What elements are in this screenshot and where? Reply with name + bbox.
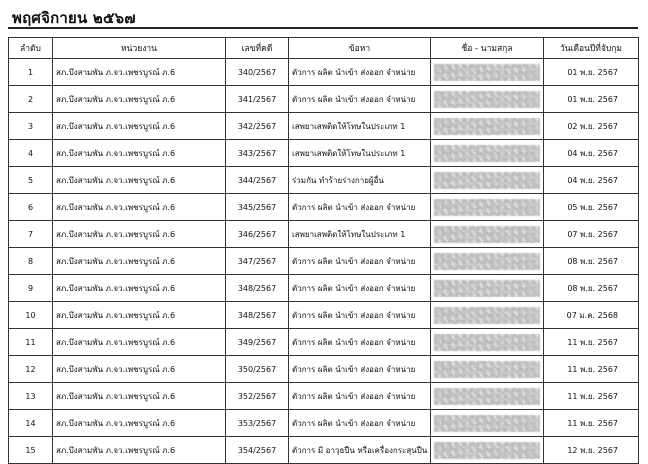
row-arrest-date: 11 พ.ย. 2567 [544, 383, 639, 410]
row-number: 15 [9, 437, 53, 464]
row-name-redacted [431, 383, 544, 410]
row-charge: เสพยาเสพติดให้โทษในประเภท 1 [289, 140, 431, 167]
row-case-number: 347/2567 [226, 248, 289, 275]
redaction-blur [434, 199, 540, 216]
title-divider [8, 27, 638, 29]
table-row [9, 113, 639, 140]
table-row [9, 356, 639, 383]
redaction-blur [434, 172, 540, 189]
row-unit: สภ.บึงสามพัน ภ.จว.เพชรบูรณ์ ภ.6 [53, 383, 226, 410]
row-number: 12 [9, 356, 53, 383]
row-name-redacted [431, 437, 544, 464]
row-charge: เสพยาเสพติดให้โทษในประเภท 1 [289, 221, 431, 248]
row-charge: ร่วมกัน ทำร้ายร่างกายผู้อื่น [289, 167, 431, 194]
row-name-redacted [431, 356, 544, 383]
header-charge: ข้อหา [289, 38, 431, 59]
row-charge: ตัวการ ผลิต นำเข้า ส่งออก จำหน่าย [289, 329, 431, 356]
row-charge: ตัวการ ผลิต นำเข้า ส่งออก จำหน่าย [289, 383, 431, 410]
table-row [9, 221, 639, 248]
row-arrest-date: 11 พ.ย. 2567 [544, 329, 639, 356]
row-number: 8 [9, 248, 53, 275]
redaction-blur [434, 388, 540, 405]
header-no: ลำดับ [9, 38, 53, 59]
row-number: 6 [9, 194, 53, 221]
row-charge: ตัวการ ผลิต นำเข้า ส่งออก จำหน่าย [289, 302, 431, 329]
row-case-number: 352/2567 [226, 383, 289, 410]
table-row [9, 167, 639, 194]
header-unit: หน่วยงาน [53, 38, 226, 59]
table-row [9, 437, 639, 464]
row-number: 11 [9, 329, 53, 356]
redaction-blur [434, 280, 540, 297]
row-case-number: 340/2567 [226, 59, 289, 86]
redaction-blur [434, 118, 540, 135]
row-arrest-date: 05 พ.ย. 2567 [544, 194, 639, 221]
arrest-records-table [8, 37, 639, 464]
redaction-blur [434, 226, 540, 243]
row-name-redacted [431, 275, 544, 302]
row-unit: สภ.บึงสามพัน ภ.จว.เพชรบูรณ์ ภ.6 [53, 437, 226, 464]
row-charge: ตัวการ ผลิต นำเข้า ส่งออก จำหน่าย [289, 194, 431, 221]
row-case-number: 354/2567 [226, 437, 289, 464]
redaction-blur [434, 307, 540, 324]
row-arrest-date: 01 พ.ย. 2567 [544, 59, 639, 86]
row-case-number: 349/2567 [226, 329, 289, 356]
row-number: 10 [9, 302, 53, 329]
row-number: 3 [9, 113, 53, 140]
redaction-blur [434, 442, 540, 459]
row-name-redacted [431, 302, 544, 329]
row-arrest-date: 11 พ.ย. 2567 [544, 410, 639, 437]
row-unit: สภ.บึงสามพัน ภ.จว.เพชรบูรณ์ ภ.6 [53, 140, 226, 167]
row-number: 13 [9, 383, 53, 410]
row-name-redacted [431, 59, 544, 86]
row-case-number: 353/2567 [226, 410, 289, 437]
row-arrest-date: 07 พ.ย. 2567 [544, 221, 639, 248]
row-number: 2 [9, 86, 53, 113]
table-row [9, 275, 639, 302]
redaction-blur [434, 415, 540, 432]
row-case-number: 350/2567 [226, 356, 289, 383]
row-unit: สภ.บึงสามพัน ภ.จว.เพชรบูรณ์ ภ.6 [53, 86, 226, 113]
row-unit: สภ.บึงสามพัน ภ.จว.เพชรบูรณ์ ภ.6 [53, 167, 226, 194]
row-number: 1 [9, 59, 53, 86]
table-row [9, 59, 639, 86]
row-arrest-date: 04 พ.ย. 2567 [544, 167, 639, 194]
redaction-blur [434, 145, 540, 162]
row-case-number: 345/2567 [226, 194, 289, 221]
redaction-blur [434, 253, 540, 270]
row-arrest-date: 02 พ.ย. 2567 [544, 113, 639, 140]
redaction-blur [434, 334, 540, 351]
row-unit: สภ.บึงสามพัน ภ.จว.เพชรบูรณ์ ภ.6 [53, 410, 226, 437]
row-name-redacted [431, 194, 544, 221]
row-unit: สภ.บึงสามพัน ภ.จว.เพชรบูรณ์ ภ.6 [53, 248, 226, 275]
header-case-number: เลขที่คดี [226, 38, 289, 59]
table-row [9, 383, 639, 410]
row-name-redacted [431, 140, 544, 167]
table-row [9, 140, 639, 167]
row-number: 9 [9, 275, 53, 302]
redaction-blur [434, 91, 540, 108]
row-charge: เสพยาเสพติดให้โทษในประเภท 1 [289, 113, 431, 140]
row-charge: ตัวการ ผลิต นำเข้า ส่งออก จำหน่าย [289, 59, 431, 86]
row-unit: สภ.บึงสามพัน ภ.จว.เพชรบูรณ์ ภ.6 [53, 302, 226, 329]
table-row [9, 410, 639, 437]
table-header-row [9, 38, 639, 59]
row-case-number: 341/2567 [226, 86, 289, 113]
row-arrest-date: 08 พ.ย. 2567 [544, 248, 639, 275]
row-unit: สภ.บึงสามพัน ภ.จว.เพชรบูรณ์ ภ.6 [53, 221, 226, 248]
header-arrest-date: วันเดือนปีที่จับกุม [544, 38, 639, 59]
row-name-redacted [431, 86, 544, 113]
row-charge: ตัวการ ผลิต นำเข้า ส่งออก จำหน่าย [289, 356, 431, 383]
redaction-blur [434, 64, 540, 81]
row-unit: สภ.บึงสามพัน ภ.จว.เพชรบูรณ์ ภ.6 [53, 194, 226, 221]
table-row [9, 248, 639, 275]
row-unit: สภ.บึงสามพัน ภ.จว.เพชรบูรณ์ ภ.6 [53, 275, 226, 302]
table-row [9, 86, 639, 113]
row-case-number: 348/2567 [226, 275, 289, 302]
row-name-redacted [431, 410, 544, 437]
row-name-redacted [431, 167, 544, 194]
row-unit: สภ.บึงสามพัน ภ.จว.เพชรบูรณ์ ภ.6 [53, 59, 226, 86]
header-name: ชื่อ - นามสกุล [431, 38, 544, 59]
redaction-blur [434, 361, 540, 378]
row-arrest-date: 01 พ.ย. 2567 [544, 86, 639, 113]
row-arrest-date: 08 พ.ย. 2567 [544, 275, 639, 302]
row-charge: ตัวการ ผลิต นำเข้า ส่งออก จำหน่าย [289, 248, 431, 275]
row-charge: ตัวการ ผลิต นำเข้า ส่งออก จำหน่าย [289, 410, 431, 437]
table-row [9, 194, 639, 221]
row-name-redacted [431, 221, 544, 248]
row-number: 5 [9, 167, 53, 194]
row-case-number: 342/2567 [226, 113, 289, 140]
table-row [9, 329, 639, 356]
page-title: พฤศจิกายน ๒๕๖๗ [12, 9, 136, 27]
row-name-redacted [431, 248, 544, 275]
row-case-number: 346/2567 [226, 221, 289, 248]
row-case-number: 348/2567 [226, 302, 289, 329]
row-charge: ตัวการ มี อาวุธปืน หรือเครื่องกระสุนปืน [289, 437, 431, 464]
row-unit: สภ.บึงสามพัน ภ.จว.เพชรบูรณ์ ภ.6 [53, 113, 226, 140]
row-name-redacted [431, 113, 544, 140]
row-unit: สภ.บึงสามพัน ภ.จว.เพชรบูรณ์ ภ.6 [53, 329, 226, 356]
row-number: 4 [9, 140, 53, 167]
row-name-redacted [431, 329, 544, 356]
row-charge: ตัวการ ผลิต นำเข้า ส่งออก จำหน่าย [289, 275, 431, 302]
row-number: 14 [9, 410, 53, 437]
row-case-number: 344/2567 [226, 167, 289, 194]
row-unit: สภ.บึงสามพัน ภ.จว.เพชรบูรณ์ ภ.6 [53, 356, 226, 383]
row-arrest-date: 12 พ.ย. 2567 [544, 437, 639, 464]
row-arrest-date: 07 ม.ค. 2568 [544, 302, 639, 329]
row-charge: ตัวการ ผลิต นำเข้า ส่งออก จำหน่าย [289, 86, 431, 113]
table-row [9, 302, 639, 329]
row-case-number: 343/2567 [226, 140, 289, 167]
row-number: 7 [9, 221, 53, 248]
row-arrest-date: 11 พ.ย. 2567 [544, 356, 639, 383]
row-arrest-date: 04 พ.ย. 2567 [544, 140, 639, 167]
